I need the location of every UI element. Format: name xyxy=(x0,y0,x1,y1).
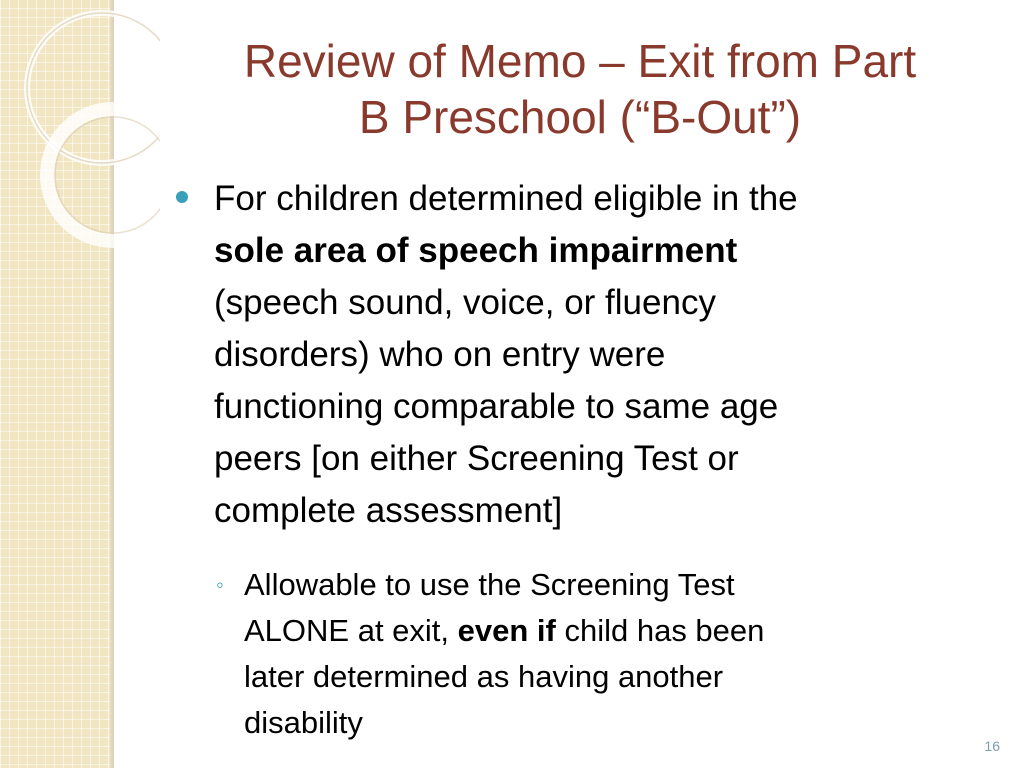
sub-bullet-line-3: later determined as having another xyxy=(244,659,724,694)
title-line-2: B Preschool (“B-Out”) xyxy=(358,91,802,143)
ring-small xyxy=(47,109,160,241)
sub-bullet-line-2-post: child has been xyxy=(555,613,765,648)
bullet-1-line-6: peers [on either Screening Test or xyxy=(214,439,739,478)
sub-bullet-bold-phrase: even if xyxy=(457,613,556,648)
ring-small-outline xyxy=(55,117,160,233)
bullet-1-line-7: complete assessment] xyxy=(214,491,563,530)
slide-title xyxy=(160,33,1000,145)
sub-bullet-line-2 xyxy=(244,608,944,654)
slide-number: 16 xyxy=(984,738,1000,754)
bullet-1-text xyxy=(214,173,984,537)
sub-bullet-text xyxy=(244,562,944,746)
bullet-1-bold-phrase: sole area of speech impairment xyxy=(214,231,738,270)
decorative-rings xyxy=(0,0,160,260)
bullet-1-line-5: functioning comparable to same age xyxy=(214,387,779,426)
sub-bullet-line-4: disability xyxy=(244,705,363,740)
ring-large xyxy=(27,13,160,163)
bullet-1-line-4: disorders) who on entry were xyxy=(214,335,666,374)
title-line-1: Review of Memo – Exit from Part xyxy=(243,35,917,87)
sub-bullet-line-1: Allowable to use the Screening Test xyxy=(244,567,735,602)
sub-bullet-circle-icon: ◦ xyxy=(216,572,224,597)
bullet-1-line-3: (speech sound, voice, or fluency xyxy=(214,283,716,322)
sub-bullet-line-2-pre: ALONE at exit, xyxy=(244,613,458,648)
bullet-dot-icon xyxy=(176,191,188,203)
bullet-1-line-1: For children determined eligible in the xyxy=(214,179,798,218)
